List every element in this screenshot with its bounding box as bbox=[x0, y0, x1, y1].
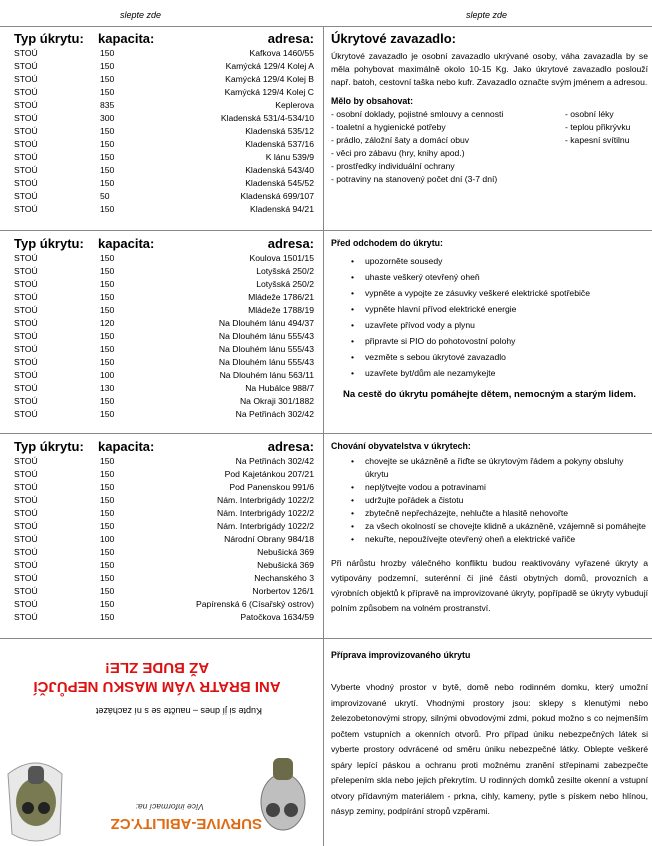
shelter-capacity: 100 bbox=[100, 370, 115, 380]
promo-more: Více informací na: bbox=[135, 802, 204, 812]
shelter-capacity: 150 bbox=[100, 396, 115, 406]
shelter-capacity: 150 bbox=[100, 409, 115, 419]
shelter-address: Na Okraji 301/1882 bbox=[239, 396, 314, 406]
table-row bbox=[14, 369, 314, 382]
shelter-capacity: 150 bbox=[100, 87, 115, 97]
shelter-type: STOÚ bbox=[14, 253, 38, 263]
shelter-address: Na Petřinách 302/42 bbox=[235, 409, 314, 419]
shelter-type: STOÚ bbox=[14, 357, 38, 367]
table-row bbox=[14, 138, 314, 151]
list-header bbox=[14, 31, 314, 47]
shelter-capacity: 150 bbox=[100, 253, 115, 263]
panel-title: Úkrytové zavazadlo: bbox=[331, 31, 456, 46]
shelter-capacity: 150 bbox=[100, 178, 115, 188]
shelter-type: STOÚ bbox=[14, 344, 38, 354]
list-item: • chovejte se ukázněně a řiďte se úkrytovým řádem a pokyny obsluhy úkrytu bbox=[351, 455, 648, 481]
list-item: • vypněte hlavní přívod elektrické energie bbox=[351, 301, 648, 317]
table-row bbox=[14, 252, 314, 265]
shelter-type: STOÚ bbox=[14, 139, 38, 149]
panel-note: Na cestě do úkrytu pomáhejte dětem, nemocným a starým lidem. bbox=[342, 389, 636, 400]
gas-mask-icon bbox=[2, 749, 70, 844]
shelter-capacity: 150 bbox=[100, 204, 115, 214]
list-item: • připravte si PIO do pohotovostní polohy bbox=[351, 333, 648, 349]
shelter-type: STOÚ bbox=[14, 547, 38, 557]
list-item: • nekuřte, nepoužívejte otevřený oheň a elektrické vařiče bbox=[351, 533, 648, 546]
shelter-address: Mládeže 1786/21 bbox=[248, 292, 314, 302]
shelter-address: Kladenská 535/12 bbox=[245, 126, 314, 136]
shelter-address: Mládeže 1788/19 bbox=[248, 305, 314, 315]
shelter-address: Kamýcká 129/4 Kolej B bbox=[225, 74, 314, 84]
shelter-address: Patočkova 1634/59 bbox=[240, 612, 314, 622]
shelter-address: Na Petřinách 302/42 bbox=[235, 456, 314, 466]
shelter-address: Kamýcká 129/4 Kolej A bbox=[225, 61, 314, 71]
shelter-type: STOÚ bbox=[14, 126, 38, 136]
shelter-capacity: 150 bbox=[100, 573, 115, 583]
shelter-capacity: 150 bbox=[100, 305, 115, 315]
shelter-address: Kladenská 545/52 bbox=[245, 178, 314, 188]
table-row bbox=[14, 559, 314, 572]
header-address: adresa: bbox=[267, 439, 314, 454]
table-row bbox=[14, 395, 314, 408]
list-item: - kapesní svítilnu bbox=[565, 135, 630, 145]
shelter-capacity: 120 bbox=[100, 318, 115, 328]
shelter-type: STOÚ bbox=[14, 482, 38, 492]
shelter-address: Nám. Interbrigády 1022/2 bbox=[217, 508, 314, 518]
shelter-capacity: 100 bbox=[100, 534, 115, 544]
panel-subtitle: Mělo by obsahovat: bbox=[331, 96, 414, 106]
shelter-type: STOÚ bbox=[14, 178, 38, 188]
shelter-type: STOÚ bbox=[14, 560, 38, 570]
header-address: adresa: bbox=[267, 31, 314, 46]
table-row bbox=[14, 278, 314, 291]
shelter-address: Na Dlouhém lánu 563/11 bbox=[219, 370, 314, 380]
shelter-type: STOÚ bbox=[14, 469, 38, 479]
list-header bbox=[14, 439, 314, 455]
table-row bbox=[14, 112, 314, 125]
shelter-type: STOÚ bbox=[14, 61, 38, 71]
shelter-address: Kladenská 94/21 bbox=[249, 204, 314, 214]
table-row bbox=[14, 86, 314, 99]
table-row bbox=[14, 47, 314, 60]
list-item: - osobní doklady, pojistné smlouvy a cennosti bbox=[331, 109, 504, 119]
shelter-address: Na Hubálce 988/7 bbox=[245, 383, 314, 393]
list-header bbox=[14, 236, 314, 252]
shelter-capacity: 835 bbox=[100, 100, 115, 110]
panel-intro: Úkrytové zavazadlo je osobní zavazadlo ukrývané osoby, váha zavazadla by se měla pohybovat maximálně okolo 10-15 Kg. Jako úkrytové zavazadlo poslouží např. batoh, cestovní taška nebo kufr. Zavazadlo označte svým jménem a adresou. bbox=[331, 51, 648, 87]
shelter-capacity: 150 bbox=[100, 456, 115, 466]
shelter-capacity: 150 bbox=[100, 357, 115, 367]
list-item: • neplýtvejte vodou a potravinami bbox=[351, 481, 648, 494]
shelter-capacity: 150 bbox=[100, 61, 115, 71]
shelter-capacity: 150 bbox=[100, 279, 115, 289]
list-item: • zbytečně nepřecházejte, nehlučte a hlasitě nehovořte bbox=[351, 507, 648, 520]
table-row bbox=[14, 356, 314, 369]
shelter-capacity: 130 bbox=[100, 383, 115, 393]
panel-title: Před odchodem do úkrytu: bbox=[331, 238, 443, 248]
shelter-type: STOÚ bbox=[14, 305, 38, 315]
glue-here-left: slepte zde bbox=[120, 10, 162, 20]
shelter-type: STOÚ bbox=[14, 370, 38, 380]
divider bbox=[0, 433, 652, 434]
glue-here-right: slepte zde bbox=[466, 10, 508, 20]
shelter-capacity: 150 bbox=[100, 612, 115, 622]
shelter-type: STOÚ bbox=[14, 383, 38, 393]
shelter-type: STOÚ bbox=[14, 508, 38, 518]
list-item: • udržujte pořádek a čistotu bbox=[351, 494, 648, 507]
list-item: - toaletní a hygienické potřeby bbox=[331, 122, 446, 132]
table-row bbox=[14, 291, 314, 304]
divider bbox=[0, 230, 652, 231]
shelter-type: STOÚ bbox=[14, 152, 38, 162]
shelter-type: STOÚ bbox=[14, 74, 38, 84]
table-row bbox=[14, 265, 314, 278]
table-row bbox=[14, 468, 314, 481]
shelter-address: Nebušická 369 bbox=[257, 560, 314, 570]
shelter-address: Kladenská 543/40 bbox=[245, 165, 314, 175]
table-row bbox=[14, 177, 314, 190]
table-row bbox=[14, 151, 314, 164]
header-type: Typ úkrytu: bbox=[14, 439, 84, 454]
table-row bbox=[14, 190, 314, 203]
list-item: - prádlo, záložní šaty a domácí obuv bbox=[331, 135, 470, 145]
shelter-list-3 bbox=[14, 439, 314, 624]
shelter-capacity: 150 bbox=[100, 292, 115, 302]
header-address: adresa: bbox=[267, 236, 314, 251]
vertical-divider bbox=[323, 26, 324, 846]
divider bbox=[0, 26, 652, 27]
shelter-type: STOÚ bbox=[14, 586, 38, 596]
shelter-address: Na Dlouhém lánu 494/37 bbox=[218, 318, 314, 328]
header-capacity: kapacita: bbox=[98, 31, 155, 46]
shelter-capacity: 150 bbox=[100, 152, 115, 162]
shelter-capacity: 150 bbox=[100, 126, 115, 136]
shelter-address: Kamýcká 129/4 Kolej C bbox=[224, 87, 314, 97]
table-row bbox=[14, 125, 314, 138]
shelter-capacity: 300 bbox=[100, 113, 115, 123]
table-row bbox=[14, 572, 314, 585]
panel-paragraph: Při nárůstu hrozby válečného konfliktu budou reaktivovány vyřazené úkryty a vytipovány podzemní, suterénní či jiné části obytných domů, provozních a výrobních objektů k přípravě na improvizované úkryty, popřípadě se úkryty vybudují polním způsobem na volném prostranství. bbox=[331, 558, 649, 613]
gas-mask-icon bbox=[248, 752, 318, 842]
shelter-address: Lotyšská 250/2 bbox=[256, 279, 314, 289]
shelter-type: STOÚ bbox=[14, 599, 38, 609]
shelter-capacity: 150 bbox=[100, 266, 115, 276]
before-leaving-panel bbox=[331, 237, 648, 403]
table-row bbox=[14, 164, 314, 177]
luggage-panel bbox=[331, 31, 648, 184]
shelter-capacity: 150 bbox=[100, 331, 115, 341]
shelter-capacity: 150 bbox=[100, 495, 115, 505]
shelter-capacity: 150 bbox=[100, 469, 115, 479]
list-item: - prostředky individuální ochrany bbox=[331, 161, 455, 171]
list-item: - osobní léky bbox=[565, 109, 614, 119]
shelter-capacity: 150 bbox=[100, 586, 115, 596]
table-row bbox=[14, 408, 314, 421]
panel-title: Chování obyvatelstva v úkrytech: bbox=[331, 441, 471, 451]
shelter-address: Koulova 1501/15 bbox=[249, 253, 314, 263]
shelter-type: STOÚ bbox=[14, 48, 38, 58]
shelter-address: Pod Kajetánkou 207/21 bbox=[224, 469, 314, 479]
shelter-address: Nebušická 369 bbox=[257, 547, 314, 557]
promo-line: Kupte si jí dnes – naučte se s ní zacházet bbox=[95, 706, 262, 716]
shelter-type: STOÚ bbox=[14, 495, 38, 505]
table-row bbox=[14, 343, 314, 356]
shelter-capacity: 150 bbox=[100, 482, 115, 492]
shelter-address: Kladenská 699/107 bbox=[240, 191, 314, 201]
header-type: Typ úkrytu: bbox=[14, 236, 84, 251]
divider bbox=[0, 638, 652, 639]
shelter-type: STOÚ bbox=[14, 612, 38, 622]
list-item: • vezměte s sebou úkrytové zavazadlo bbox=[351, 349, 648, 365]
shelter-capacity: 150 bbox=[100, 599, 115, 609]
table-row bbox=[14, 481, 314, 494]
list-item: • za všech okolností se chovejte klidně a ukázněně, vzájemně si pomáhejte bbox=[351, 520, 648, 533]
shelter-type: STOÚ bbox=[14, 279, 38, 289]
shelter-capacity: 150 bbox=[100, 139, 115, 149]
shelter-address: Na Dlouhém lánu 555/43 bbox=[218, 331, 314, 341]
shelter-capacity: 150 bbox=[100, 547, 115, 557]
table-row bbox=[14, 455, 314, 468]
shelter-capacity: 150 bbox=[100, 560, 115, 570]
shelter-address: Papírenská 6 (Císařský ostrov) bbox=[196, 599, 314, 609]
shelter-address: Na Dlouhém lánu 555/43 bbox=[218, 357, 314, 367]
shelter-capacity: 150 bbox=[100, 521, 115, 531]
list-item: - věci pro zábavu (hry, knihy apod.) bbox=[331, 148, 465, 158]
shelter-type: STOÚ bbox=[14, 521, 38, 531]
table-row bbox=[14, 494, 314, 507]
shelter-type: STOÚ bbox=[14, 292, 38, 302]
shelter-address: Norbertov 126/1 bbox=[252, 586, 314, 596]
shelter-address: Kladenská 537/16 bbox=[245, 139, 314, 149]
shelter-behaviour-panel bbox=[331, 440, 648, 616]
shelter-type: STOÚ bbox=[14, 331, 38, 341]
shelter-type: STOÚ bbox=[14, 191, 38, 201]
shelter-type: STOÚ bbox=[14, 266, 38, 276]
table-row bbox=[14, 533, 314, 546]
panel-paragraph: Vyberte vhodný prostor v bytě, domě nebo rodinném domku, který umožní improvizované ukrytí. Vhodnými prostory jsou: sklepy s klenutými nebo železobetonovými stropy, silnými obvodovými zdmi, pokud možno s co nejmenším počtem vstupních a okenních otvorů. Pro případ úniku nebezpečných látek si vyberte prostory odvrácené od směru úniku nebezpečné látky. Oblepte veškeré spáry lepící páskou a ochranu proti možnému zranění střepinami zabezpečte přelepením skla nebo jejich překrytím. U rodinných domků zesilte okenní a vstupní otvory přídavným materiálem - prkna, cihly, kameny, pytle s pískem nebo hlínou, násyp zeminy, podpírání stropů vzpěrami. bbox=[331, 682, 648, 816]
list-item: • vypněte a vypojte ze zásuvky veškeré elektrické spotřebiče bbox=[351, 285, 648, 301]
table-row bbox=[14, 330, 314, 343]
shelter-type: STOÚ bbox=[14, 165, 38, 175]
shelter-address: K lánu 539/9 bbox=[265, 152, 314, 162]
list-item: • uzavřete přívod vody a plynu bbox=[351, 317, 648, 333]
shelter-address: Pod Panenskou 991/6 bbox=[229, 482, 314, 492]
shelter-address: Kafkova 1460/55 bbox=[249, 48, 314, 58]
list-item: • uhaste veškerý otevřený oheň bbox=[351, 269, 648, 285]
shelter-type: STOÚ bbox=[14, 534, 38, 544]
table-row bbox=[14, 304, 314, 317]
header-type: Typ úkrytu: bbox=[14, 31, 84, 46]
table-row bbox=[14, 73, 314, 86]
table-row bbox=[14, 520, 314, 533]
shelter-capacity: 150 bbox=[100, 165, 115, 175]
list-item: - teplou přikrývku bbox=[565, 122, 631, 132]
shelter-address: Keplerova bbox=[275, 100, 314, 110]
shelter-address: Nám. Interbrigády 1022/2 bbox=[217, 495, 314, 505]
shelter-address: Lotyšská 250/2 bbox=[256, 266, 314, 276]
promo-slogan: ANI BRATR VÁM MASKU NEPŮJČÍ AŽ BUDE ZLE! bbox=[33, 659, 281, 695]
shelter-capacity: 150 bbox=[100, 48, 115, 58]
table-row bbox=[14, 546, 314, 559]
shelter-address: Národní Obrany 984/18 bbox=[224, 534, 314, 544]
table-row bbox=[14, 585, 314, 598]
table-row bbox=[14, 611, 314, 624]
list-item: • upozorněte sousedy bbox=[351, 253, 648, 269]
shelter-type: STOÚ bbox=[14, 113, 38, 123]
shelter-capacity: 150 bbox=[100, 508, 115, 518]
shelter-list-2 bbox=[14, 236, 314, 421]
header-capacity: kapacita: bbox=[98, 439, 155, 454]
shelter-type: STOÚ bbox=[14, 409, 38, 419]
shelter-address: Kladenská 531/4-534/10 bbox=[220, 113, 314, 123]
shelter-capacity: 150 bbox=[100, 344, 115, 354]
shelter-capacity: 150 bbox=[100, 74, 115, 84]
panel-title: Příprava improvizovaného úkrytu bbox=[331, 650, 471, 660]
table-row bbox=[14, 203, 314, 216]
improvised-shelter-panel bbox=[331, 649, 648, 820]
shelter-address: Nám. Interbrigády 1022/2 bbox=[217, 521, 314, 531]
shelter-address: Nechanského 3 bbox=[254, 573, 314, 583]
shelter-list-1 bbox=[14, 31, 314, 216]
promo-site: SURVIVE-ABILITY.CZ bbox=[110, 815, 262, 832]
list-item: - potraviny na stanovený počet dní (3-7 dní) bbox=[331, 174, 498, 184]
header-capacity: kapacita: bbox=[98, 236, 155, 251]
shelter-capacity: 50 bbox=[100, 191, 110, 201]
table-row bbox=[14, 598, 314, 611]
shelter-type: STOÚ bbox=[14, 87, 38, 97]
shelter-type: STOÚ bbox=[14, 204, 38, 214]
shelter-type: STOÚ bbox=[14, 456, 38, 466]
promo-banner bbox=[0, 642, 322, 846]
table-row bbox=[14, 382, 314, 395]
shelter-type: STOÚ bbox=[14, 396, 38, 406]
shelter-address: Na Dlouhém lánu 555/43 bbox=[218, 344, 314, 354]
shelter-type: STOÚ bbox=[14, 100, 38, 110]
table-row bbox=[14, 99, 314, 112]
table-row bbox=[14, 507, 314, 520]
list-item: • uzavřete byt/dům ale nezamykejte bbox=[351, 365, 648, 381]
table-row bbox=[14, 317, 314, 330]
shelter-type: STOÚ bbox=[14, 318, 38, 328]
table-row bbox=[14, 60, 314, 73]
shelter-type: STOÚ bbox=[14, 573, 38, 583]
